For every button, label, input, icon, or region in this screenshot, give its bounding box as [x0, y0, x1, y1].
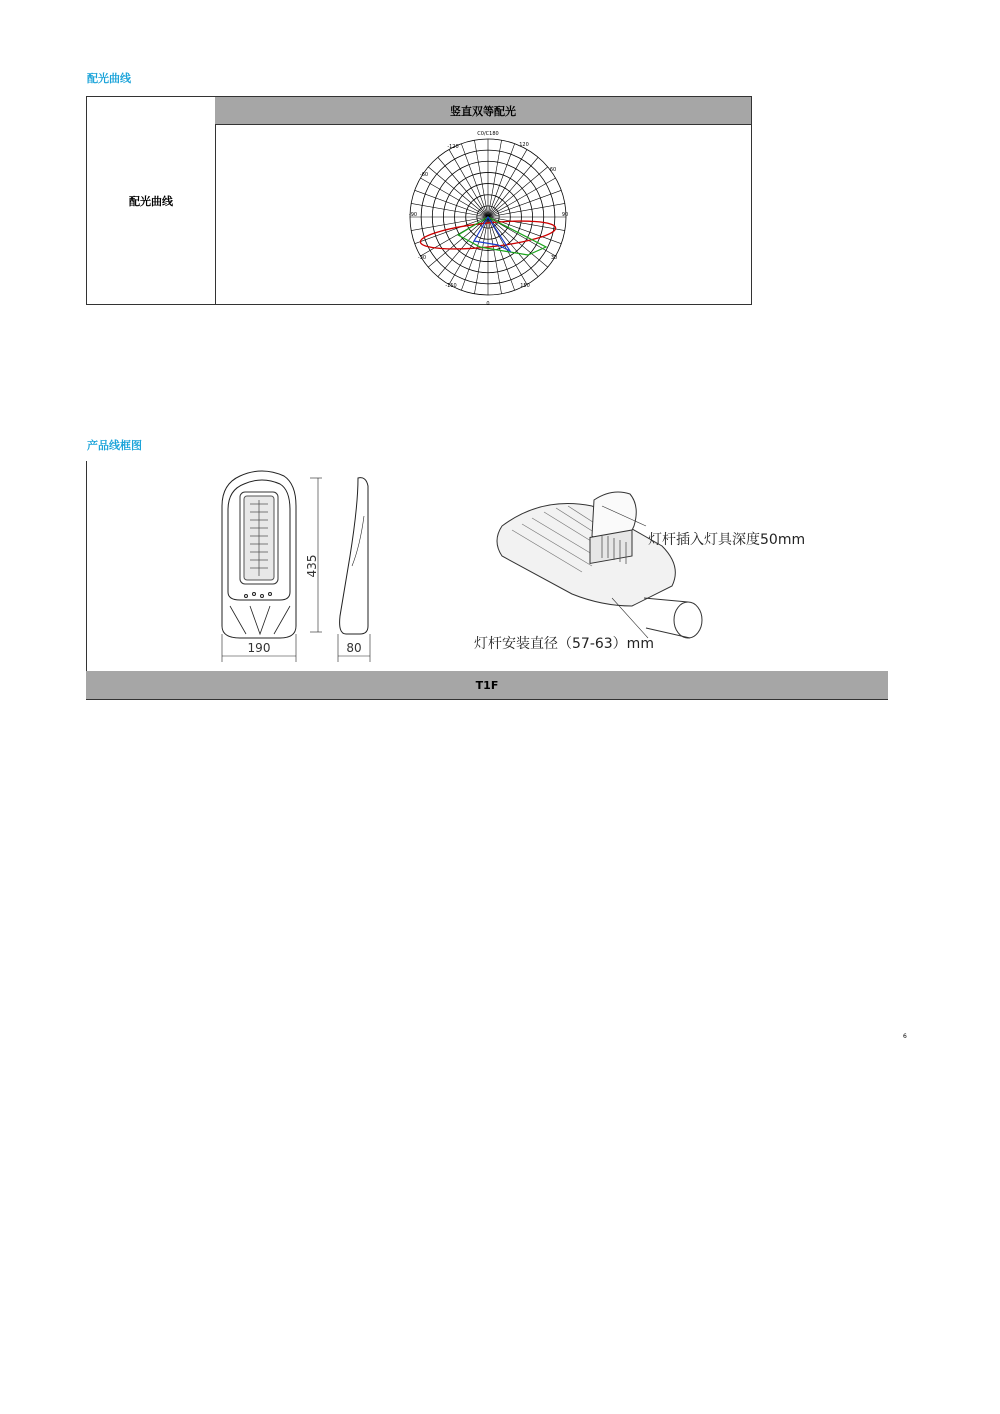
angle-label: -150 [445, 283, 457, 289]
light-distribution-table [86, 96, 752, 305]
luminaire-base [230, 606, 290, 634]
angle-label: 60 [549, 167, 557, 173]
label-bottom: 0 [486, 301, 490, 307]
angle-label: 120 [519, 142, 529, 148]
distribution-curve-green [458, 217, 546, 255]
polar-light-distribution-chart [395, 127, 585, 307]
angle-label: 90 [561, 212, 569, 218]
row-label: 配光曲线 [87, 97, 216, 304]
section-title-light-distribution: 配光曲线 [87, 72, 131, 85]
front-side-view-drawing [210, 466, 390, 666]
section-title-wireframe: 产品线框图 [87, 439, 142, 452]
isometric-view-drawing [462, 486, 722, 656]
model-label-bar: T1F [86, 671, 888, 700]
dimension-width: 190 [247, 641, 271, 655]
polar-chart-cell [215, 125, 751, 307]
angle-label: -60 [419, 172, 429, 178]
dimension-depth: 80 [346, 641, 362, 655]
callout-insertion-depth: 灯杆插入灯具深度50mm [648, 532, 806, 548]
iso-pole-end [674, 602, 702, 638]
dimension-height: 435 [305, 554, 319, 578]
table-border-left [86, 461, 87, 699]
label-top: C0/C180 [477, 131, 499, 137]
iso-housing-outline [497, 504, 675, 607]
angle-label: -30 [417, 255, 427, 261]
callout-pole-diameter: 灯杆安装直径（57-63）mm [474, 636, 654, 652]
angle-label: 30 [550, 255, 558, 261]
angle-label: -120 [447, 144, 459, 150]
angle-label: -90 [408, 212, 418, 218]
page-number: 6 [903, 1033, 907, 1040]
angle-label: 150 [520, 283, 530, 289]
column-header: 竖直双等配光 [215, 97, 751, 125]
side-view-outline [340, 478, 368, 634]
